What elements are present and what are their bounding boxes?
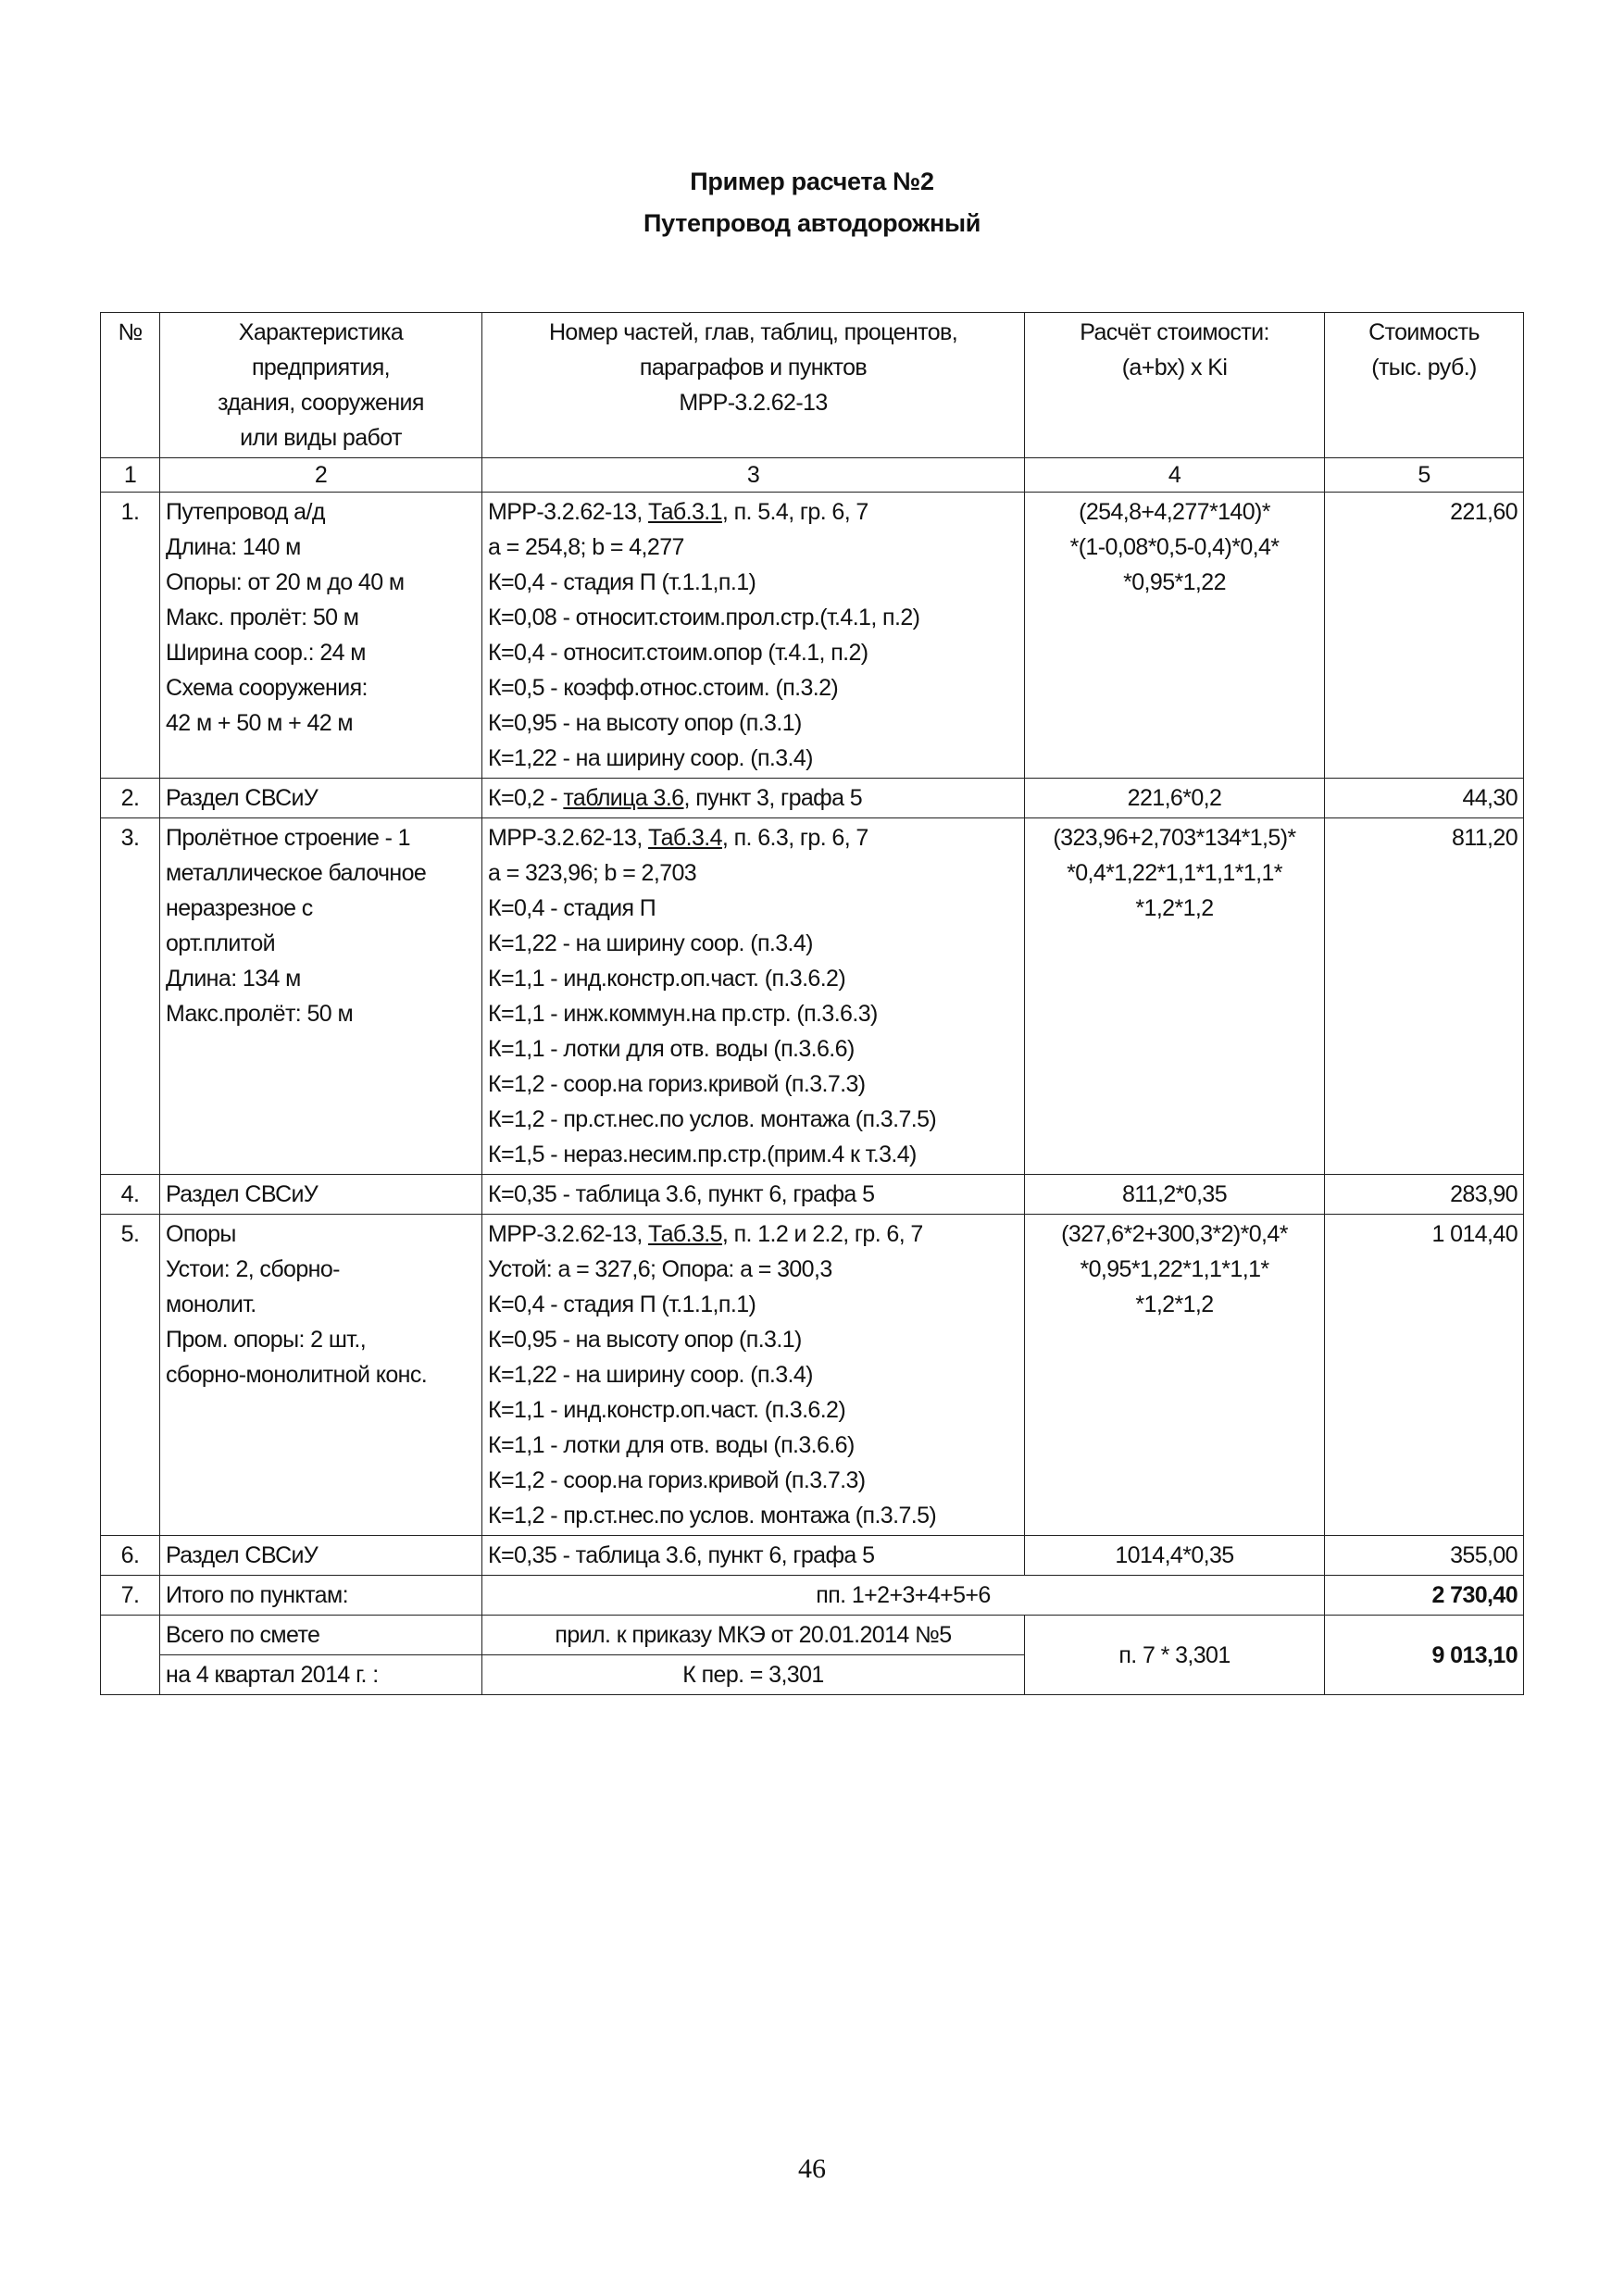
column-number: 1: [101, 458, 160, 493]
table-row: [101, 1175, 1524, 1215]
row-number: 1.: [101, 493, 160, 779]
row-characteristic: [160, 1215, 482, 1536]
reference-line: [488, 820, 1018, 855]
reference-line: К=1,5 - нераз.несим.пр.стр.(прим.4 к т.3.4): [488, 1142, 917, 1167]
reference-line: а = 254,8; b = 4,277: [488, 534, 684, 560]
reference-text: МРР-3.2.62-13,: [488, 1221, 649, 1247]
grand-total-reference-line2: К пер. = 3,301: [482, 1655, 1025, 1695]
table-row: [101, 493, 1524, 779]
row-number: 4.: [101, 1175, 160, 1215]
characteristic-line: Пром. опоры: 2 шт.,: [166, 1327, 367, 1353]
characteristic-line: Раздел СВСиУ: [166, 785, 319, 811]
reference-text: К=0,35 - таблица 3.6, пункт 6, графа 5: [488, 1181, 875, 1207]
reference-text: , п. 5.4, гр. 6, 7: [721, 499, 868, 525]
characteristic-line: Макс.пролёт: 50 м: [166, 1001, 354, 1027]
calculation-line: (254,8+4,277*140)*: [1079, 499, 1270, 525]
reference-line: а = 323,96; b = 2,703: [488, 860, 697, 886]
column-number: 2: [160, 458, 482, 493]
row-characteristic: [160, 779, 482, 818]
reference-text: , пункт 3, графа 5: [683, 785, 863, 811]
row-reference: [482, 1536, 1025, 1576]
row-cost: 283,90: [1325, 1175, 1524, 1215]
characteristic-line: орт.плитой: [166, 930, 276, 956]
reference-line: К=1,1 - инд.констр.оп.част. (п.3.6.2): [488, 1397, 846, 1423]
reference-line: К=0,95 - на высоту опор (п.3.1): [488, 1327, 802, 1353]
row-calculation: [1025, 1536, 1325, 1576]
characteristic-line: Схема сооружения:: [166, 675, 368, 701]
total-row: [101, 1576, 1524, 1616]
row-characteristic: [160, 1536, 482, 1576]
row-reference: [482, 779, 1025, 818]
characteristic-line: неразрезное с: [166, 895, 313, 921]
row-calculation: [1025, 1215, 1325, 1536]
column-number-row: [101, 458, 1524, 493]
characteristic-line: 42 м + 50 м + 42 м: [166, 710, 354, 736]
grand-total-number: [101, 1616, 160, 1695]
reference-line: К=0,4 - стадия П: [488, 895, 656, 921]
characteristic-line: монолит.: [166, 1292, 256, 1317]
header-calculation: Расчёт стоимости: (а+bх) х Ki: [1025, 313, 1325, 458]
page-subtitle: Путепровод автодорожный: [643, 209, 981, 237]
row-calculation: [1025, 493, 1325, 779]
reference-text: МРР-3.2.62-13,: [488, 499, 649, 525]
table-reference-link: таблица 3.6: [563, 785, 684, 811]
characteristic-line: Устои: 2, сборно-: [166, 1256, 340, 1282]
row-number: 2.: [101, 779, 160, 818]
column-number: 3: [482, 458, 1025, 493]
reference-line: К=1,1 - лотки для отв. воды (п.3.6.6): [488, 1036, 855, 1062]
reference-line: К=1,2 - пр.ст.нес.по услов. монтажа (п.3.7.5): [488, 1503, 937, 1529]
table-row: [101, 1536, 1524, 1576]
reference-line: К=1,2 - соор.на гориз.кривой (п.3.7.3): [488, 1467, 866, 1493]
characteristic-line: Путепровод а/д: [166, 499, 325, 525]
characteristic-line: Опоры: [166, 1221, 236, 1247]
reference-line: К=0,4 - стадия П (т.1.1,п.1): [488, 569, 756, 595]
row-calculation: [1025, 1175, 1325, 1215]
header-characteristic: Характеристика предприятия, здания, сооружения или виды работ: [160, 313, 482, 458]
calculation-table: [100, 312, 1524, 1695]
calculation-line: *0,95*1,22*1,1*1,1*: [1080, 1256, 1269, 1282]
reference-text: К=0,35 - таблица 3.6, пункт 6, графа 5: [488, 1542, 875, 1568]
reference-line: К=1,1 - инд.констр.оп.част. (п.3.6.2): [488, 966, 846, 992]
row-cost: 811,20: [1325, 818, 1524, 1175]
calculation-line: (327,6*2+300,3*2)*0,4*: [1061, 1221, 1288, 1247]
reference-text: , п. 1.2 и 2.2, гр. 6, 7: [721, 1221, 923, 1247]
grand-total-calculation: п. 7 * 3,301: [1025, 1616, 1325, 1695]
header-no: №: [101, 313, 160, 458]
row-reference: [482, 493, 1025, 779]
total-cost: 2 730,40: [1325, 1576, 1524, 1616]
characteristic-line: Длина: 134 м: [166, 966, 301, 992]
reference-line: Устой: а = 327,6; Опора: а = 300,3: [488, 1256, 832, 1282]
reference-text: МРР-3.2.62-13,: [488, 825, 649, 851]
table-row: [101, 818, 1524, 1175]
reference-line: К=1,2 - соор.на гориз.кривой (п.3.7.3): [488, 1071, 866, 1097]
column-number: 5: [1325, 458, 1524, 493]
reference-line: [488, 780, 1018, 816]
table-header-row: [101, 313, 1524, 458]
reference-line: К=1,1 - инж.коммун.на пр.стр. (п.3.6.3): [488, 1001, 878, 1027]
characteristic-line: Опоры: от 20 м до 40 м: [166, 569, 405, 595]
page-number: 46: [798, 2153, 826, 2184]
row-characteristic: [160, 493, 482, 779]
header-reference: Номер частей, глав, таблиц, процентов, параграфов и пунктов МРР-3.2.62-13: [482, 313, 1025, 458]
column-number: 4: [1025, 458, 1325, 493]
reference-line: [488, 1217, 1018, 1252]
reference-text: К=0,2 -: [488, 785, 564, 811]
total-number: 7.: [101, 1576, 160, 1616]
grand-total-label-line1: Всего по смете: [160, 1616, 482, 1655]
grand-total-reference-line1: прил. к приказу МКЭ от 20.01.2014 №5: [482, 1616, 1025, 1655]
characteristic-line: Ширина соор.: 24 м: [166, 640, 366, 666]
reference-line: К=0,4 - стадия П (т.1.1,п.1): [488, 1292, 756, 1317]
reference-line: К=1,2 - пр.ст.нес.по услов. монтажа (п.3.7.5): [488, 1106, 937, 1132]
calculation-line: *(1-0,08*0,5-0,4)*0,4*: [1069, 534, 1280, 560]
reference-line: [488, 1538, 1018, 1573]
page-title: Пример расчета №2: [690, 168, 934, 195]
table-reference-link: Таб.3.1: [648, 499, 722, 525]
row-number: 5.: [101, 1215, 160, 1536]
total-formula: пп. 1+2+3+4+5+6: [482, 1576, 1325, 1616]
row-reference: [482, 1175, 1025, 1215]
reference-line: К=0,4 - относит.стоим.опор (т.4.1, п.2): [488, 640, 868, 666]
reference-line: К=0,5 - коэфф.относ.стоим. (п.3.2): [488, 675, 839, 701]
calculation-line: *1,2*1,2: [1135, 1292, 1214, 1317]
row-reference: [482, 1215, 1025, 1536]
calculation-line: *1,2*1,2: [1135, 895, 1214, 921]
characteristic-line: Раздел СВСиУ: [166, 1542, 319, 1568]
row-number: 6.: [101, 1536, 160, 1576]
row-reference: [482, 818, 1025, 1175]
row-cost: 44,30: [1325, 779, 1524, 818]
calculation-line: 1014,4*0,35: [1115, 1542, 1234, 1568]
reference-text: , п. 6.3, гр. 6, 7: [721, 825, 868, 851]
reference-line: [488, 1177, 1018, 1212]
row-cost: 1 014,40: [1325, 1215, 1524, 1536]
row-characteristic: [160, 818, 482, 1175]
table-reference-link: Таб.3.5: [648, 1221, 722, 1247]
header-cost: Стоимость (тыс. руб.): [1325, 313, 1524, 458]
grand-total-row: [101, 1616, 1524, 1655]
characteristic-line: металлическое балочное: [166, 860, 427, 886]
calculation-line: *0,95*1,22: [1123, 569, 1226, 595]
row-calculation: [1025, 818, 1325, 1175]
characteristic-line: Макс. пролёт: 50 м: [166, 605, 359, 630]
reference-line: [488, 494, 1018, 530]
reference-line: К=1,1 - лотки для отв. воды (п.3.6.6): [488, 1432, 855, 1458]
total-label: Итого по пунктам:: [160, 1576, 482, 1616]
grand-total-label-line2: на 4 квартал 2014 г. :: [160, 1655, 482, 1695]
reference-line: К=1,22 - на ширину соор. (п.3.4): [488, 930, 813, 956]
table-row: [101, 779, 1524, 818]
reference-line: К=1,22 - на ширину соор. (п.3.4): [488, 1362, 813, 1388]
row-number: 3.: [101, 818, 160, 1175]
calculation-line: 221,6*0,2: [1127, 785, 1222, 811]
characteristic-line: Длина: 140 м: [166, 534, 301, 560]
calculation-line: 811,2*0,35: [1121, 1181, 1228, 1207]
calculation-line: *0,4*1,22*1,1*1,1*1,1*: [1067, 860, 1282, 886]
characteristic-line: Раздел СВСиУ: [166, 1181, 319, 1207]
table-reference-link: Таб.3.4: [648, 825, 722, 851]
calculation-line: (323,96+2,703*134*1,5)*: [1053, 825, 1296, 851]
row-calculation: [1025, 779, 1325, 818]
reference-line: К=1,22 - на ширину соор. (п.3.4): [488, 745, 813, 771]
grand-total-cost: 9 013,10: [1325, 1616, 1524, 1695]
characteristic-line: Пролётное строение - 1: [166, 825, 410, 851]
reference-line: К=0,08 - относит.стоим.прол.стр.(т.4.1, п.2): [488, 605, 920, 630]
reference-line: К=0,95 - на высоту опор (п.3.1): [488, 710, 802, 736]
row-cost: 221,60: [1325, 493, 1524, 779]
row-cost: 355,00: [1325, 1536, 1524, 1576]
characteristic-line: сборно-монолитной конс.: [166, 1362, 428, 1388]
row-characteristic: [160, 1175, 482, 1215]
table-row: [101, 1215, 1524, 1536]
